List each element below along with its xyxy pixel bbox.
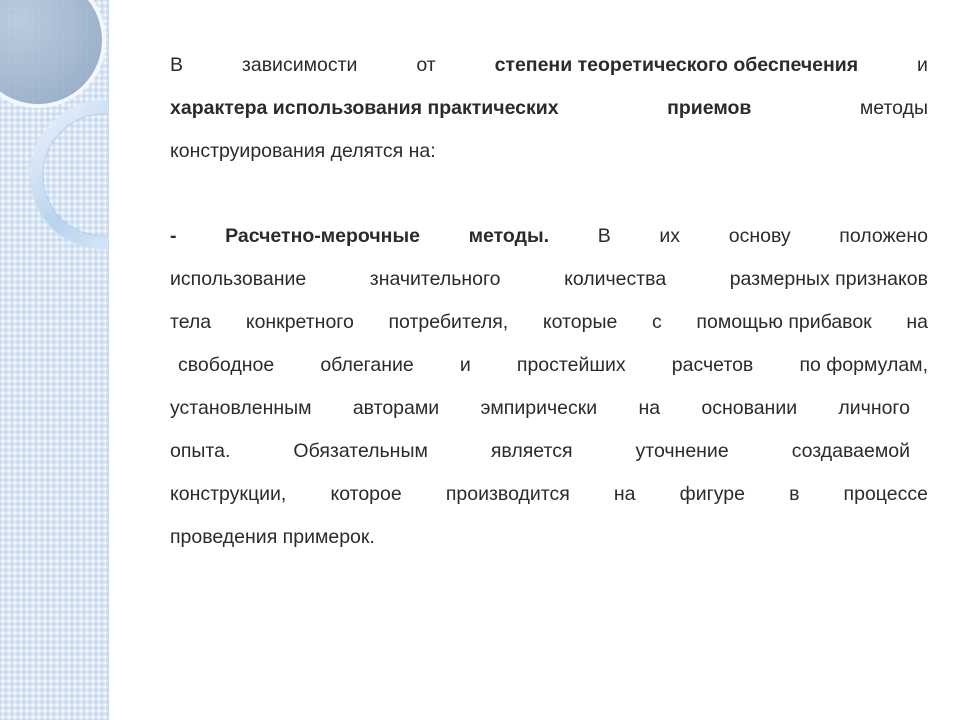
word: конструирования делятся на: bbox=[170, 140, 436, 162]
bold-phrase: методы. bbox=[468, 225, 550, 247]
word: свободное bbox=[178, 354, 275, 376]
bold-phrase: приемов bbox=[667, 97, 752, 119]
word: проведения примерок. bbox=[170, 526, 375, 548]
text-line bbox=[170, 344, 928, 387]
word: основании bbox=[701, 397, 798, 419]
paragraph-gap bbox=[170, 173, 928, 215]
word: эмпирически bbox=[480, 397, 598, 419]
word: основу bbox=[728, 225, 791, 247]
word: является bbox=[490, 440, 573, 462]
word: методы bbox=[859, 97, 928, 119]
word: на bbox=[613, 483, 636, 505]
word: и bbox=[917, 54, 928, 76]
word: потребителя, bbox=[388, 311, 509, 333]
word: которое bbox=[330, 483, 402, 505]
word: значительного bbox=[369, 268, 501, 290]
word: установленным bbox=[170, 397, 312, 419]
bold-phrase: степени теоретического обеспечения bbox=[494, 54, 859, 76]
word: опыта. bbox=[170, 440, 231, 462]
bold-phrase: характера использования практических bbox=[170, 97, 559, 119]
word: В bbox=[597, 225, 611, 247]
word: расчетов bbox=[671, 354, 754, 376]
word: конструкции, bbox=[170, 483, 287, 505]
word: облегание bbox=[320, 354, 414, 376]
word: Обязательным bbox=[293, 440, 428, 462]
text-line bbox=[170, 387, 928, 430]
word: использование bbox=[170, 268, 307, 290]
text-line bbox=[170, 473, 928, 516]
slide-body-text bbox=[170, 44, 928, 559]
word: на bbox=[906, 311, 928, 333]
word: В bbox=[170, 54, 184, 76]
decorative-circles bbox=[0, 0, 108, 260]
text-line bbox=[170, 44, 928, 87]
text-line bbox=[170, 215, 928, 258]
calculation-methods-paragraph bbox=[170, 215, 928, 559]
word: в bbox=[789, 483, 800, 505]
word: простейших bbox=[516, 354, 626, 376]
word: процессе bbox=[843, 483, 928, 505]
word: производится bbox=[445, 483, 570, 505]
word: на bbox=[638, 397, 661, 419]
text-line bbox=[170, 258, 928, 301]
word: зависимости bbox=[241, 54, 358, 76]
word: которые bbox=[542, 311, 618, 333]
bold-phrase: Расчетно-мерочные bbox=[225, 225, 420, 247]
word: размерных признаков bbox=[729, 268, 928, 290]
word: личного bbox=[838, 397, 910, 419]
word: фигуре bbox=[679, 483, 745, 505]
word: по формулам, bbox=[799, 354, 928, 376]
text-line bbox=[170, 516, 928, 559]
text-line bbox=[170, 87, 928, 130]
text-line bbox=[170, 430, 928, 473]
word: конкретного bbox=[245, 311, 354, 333]
word: с bbox=[652, 311, 662, 333]
bullet-dash: - bbox=[170, 225, 177, 247]
lower-ring bbox=[36, 107, 108, 243]
word: тела bbox=[170, 311, 212, 333]
word: от bbox=[416, 54, 436, 76]
top-filled-circle bbox=[0, 0, 104, 106]
word: положено bbox=[839, 225, 928, 247]
word: уточнение bbox=[635, 440, 729, 462]
text-line bbox=[170, 301, 928, 344]
word: создаваемой bbox=[791, 440, 910, 462]
intro-paragraph bbox=[170, 44, 928, 173]
word: авторами bbox=[352, 397, 440, 419]
word: и bbox=[459, 354, 471, 376]
word: количества bbox=[564, 268, 667, 290]
word: их bbox=[659, 225, 681, 247]
word: помощью прибавок bbox=[696, 311, 872, 333]
text-line bbox=[170, 130, 928, 173]
